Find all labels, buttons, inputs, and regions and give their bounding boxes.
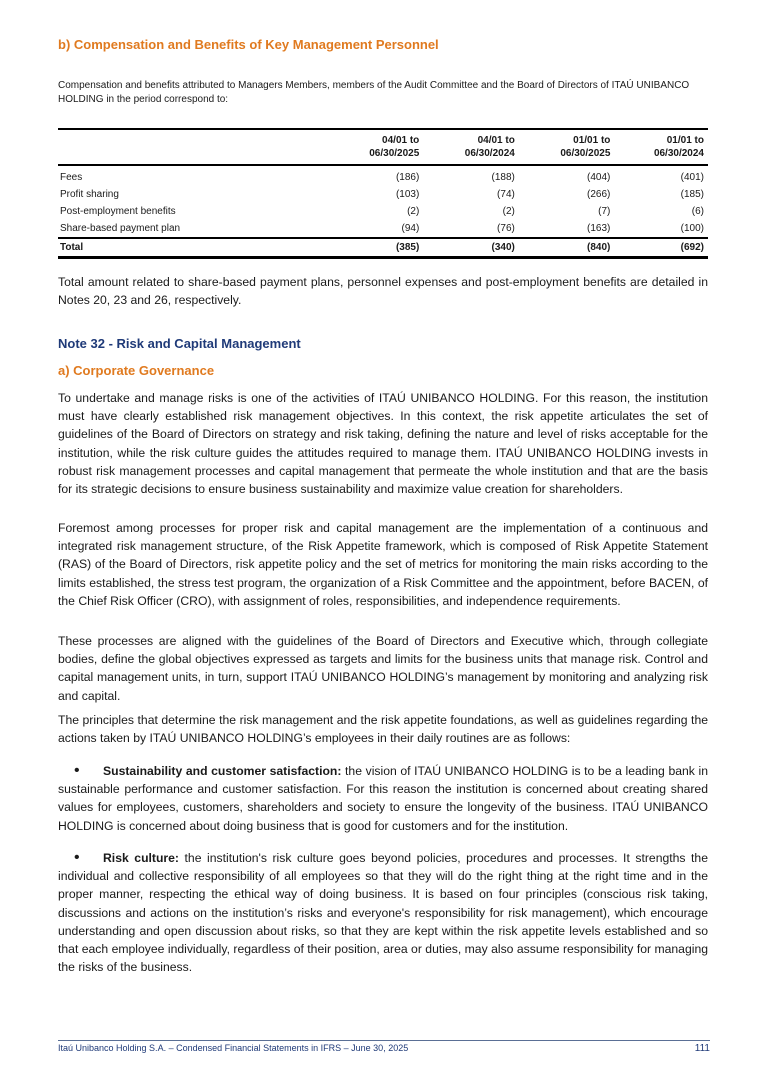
cell-value: (2) [407, 206, 420, 217]
bullet-term: Sustainability and customer satisfaction: [103, 764, 342, 778]
section-b-title: b) Compensation and Benefits of Key Management Personnel [58, 37, 439, 52]
table-header-col: 04/01 to 06/30/2024 [464, 135, 515, 159]
bullet-term: Risk culture: [103, 851, 179, 865]
bullet-text: the vision of ITAÚ UNIBANCO HOLDING is to be a leading bank in sustainable performance and customer satisfaction. For this reason the institution is concerned about creating shared values for employees, customers, shareholders and society to ensure the longevity of the business. ITAÚ UNIBANCO HOLDING is concerned about doing business that is good for customers and for the institution. [58, 764, 708, 833]
table-header-blank [58, 129, 340, 165]
note32-title: Note 32 - Risk and Capital Management [58, 336, 301, 351]
cell-value: (2) [502, 206, 515, 217]
total-label: Total [60, 242, 84, 253]
paragraph-4: The principles that determine the risk management and the risk appetite foundations, as well as guidelines regarding the actions taken by ITAÚ UNIBANCO HOLDING’s employees in their daily routines are as follows: [58, 713, 708, 746]
cell-value: (188) [491, 172, 515, 183]
table-total-row [58, 238, 708, 258]
cell-value: (100) [680, 223, 704, 234]
row-label: Profit sharing [60, 189, 119, 200]
table-header-col: 01/01 to 06/30/2024 [653, 135, 704, 159]
total-value: (385) [395, 242, 420, 253]
bullet-sustainability [58, 762, 708, 835]
row-label: Post-employment benefits [60, 206, 176, 217]
bullet-icon: • [74, 762, 80, 779]
table-row [58, 169, 708, 186]
table-row [58, 186, 708, 203]
cell-value: (185) [680, 189, 704, 200]
cell-value: (401) [680, 172, 704, 183]
page-footer [58, 1040, 710, 1054]
cell-value: (94) [401, 223, 420, 234]
bullet-risk-culture [58, 849, 708, 976]
total-value: (340) [491, 242, 515, 253]
after-table-note: Total amount related to share-based payment plans, personnel expenses and post-employment benefits are detailed in Notes 20, 23 and 26, respectively. [58, 275, 708, 308]
cell-value: (404) [587, 172, 611, 183]
cell-value: (103) [395, 189, 420, 200]
paragraph-1: To undertake and manage risks is one of the activities of ITAÚ UNIBANCO HOLDING. For this reason, the institution must have clearly established risk management objectives. In this context, the risk appetite articulates the set of guidelines of the Board of Directors on strategy and risk taking, defining the nature and level of risks acceptable for the institution, while the risk culture guides the attitudes required to manage them. ITAÚ UNIBANCO HOLDING invests in robust risk management processes and capital management that permeate the whole institution and that are the basis for its strategic decisions to ensure business sustainability and maximize value creation for shareholders. [58, 391, 708, 497]
row-label: Share-based payment plan [60, 223, 181, 234]
table-header-row [58, 129, 708, 165]
table-row [58, 203, 708, 220]
paragraph-3: These processes are aligned with the guidelines of the Board of Directors and Executive which, through collegiate bodies, define the global objectives expressed as targets and limits for the business units that manage risk. Control and capital management units, in turn, support ITAÚ UNIBANCO HOLDING’s management by monitoring and analyzing risk and capital. [58, 634, 708, 703]
table-header-col: 01/01 to 06/30/2025 [560, 135, 611, 159]
cell-value: (163) [587, 223, 611, 234]
bullet-icon: • [74, 849, 80, 866]
bullet-text: the institution's risk culture goes beyond policies, procedures and processes. It strengths the individual and collective responsibility of all employees so that they will do the right thing at the right time and in the proper manner, respecting the ethical way of doing business. It is based on four principles (conscious risk taking, discussions and actions on the institution’s risks and everyone's responsibility for risk management), which encourage understanding and open discussion about risks, so that they are kept within the risk appetite levels established and so that each employee individually, regardless of their position, area or duties, may also assume responsibility for managing the risks of the business. [58, 851, 708, 975]
table-header-col: 04/01 to 06/30/2025 [369, 135, 420, 159]
page-number: 111 [694, 1043, 710, 1054]
cell-value: (76) [497, 223, 515, 234]
row-label: Fees [60, 172, 83, 183]
total-value: (840) [587, 242, 611, 253]
compensation-table [58, 128, 708, 259]
section-b-intro: Compensation and benefits attributed to Managers Members, members of the Audit Committee and the Board of Directors of ITAÚ UNIBANCO HOLDING in the period correspond to: [58, 80, 690, 105]
cell-value: (6) [691, 206, 704, 217]
corporate-governance-title: a) Corporate Governance [58, 363, 215, 378]
paragraph-2: Foremost among processes for proper risk and capital management are the implementation of a continuous and integrated risk management structure, of the Risk Appetite framework, which is composed of Risk Appetite Statement (RAS) of the Board of Directors, risk appetite policy and the set of metrics for monitoring the main risks according to the limits established, the stress test program, the organization of a Risk Committee and the appointment, before BACEN, of the Chief Risk Officer (CRO), with assignment of roles, responsibilities, and independence requirements. [58, 521, 708, 608]
table-row [58, 220, 708, 238]
cell-value: (7) [598, 206, 611, 217]
total-value: (692) [680, 242, 704, 253]
cell-value: (186) [395, 172, 420, 183]
cell-value: (74) [497, 189, 515, 200]
footer-text: Itaú Unibanco Holding S.A. – Condensed Financial Statements in IFRS – June 30, 2025 [58, 1043, 409, 1053]
cell-value: (266) [587, 189, 611, 200]
